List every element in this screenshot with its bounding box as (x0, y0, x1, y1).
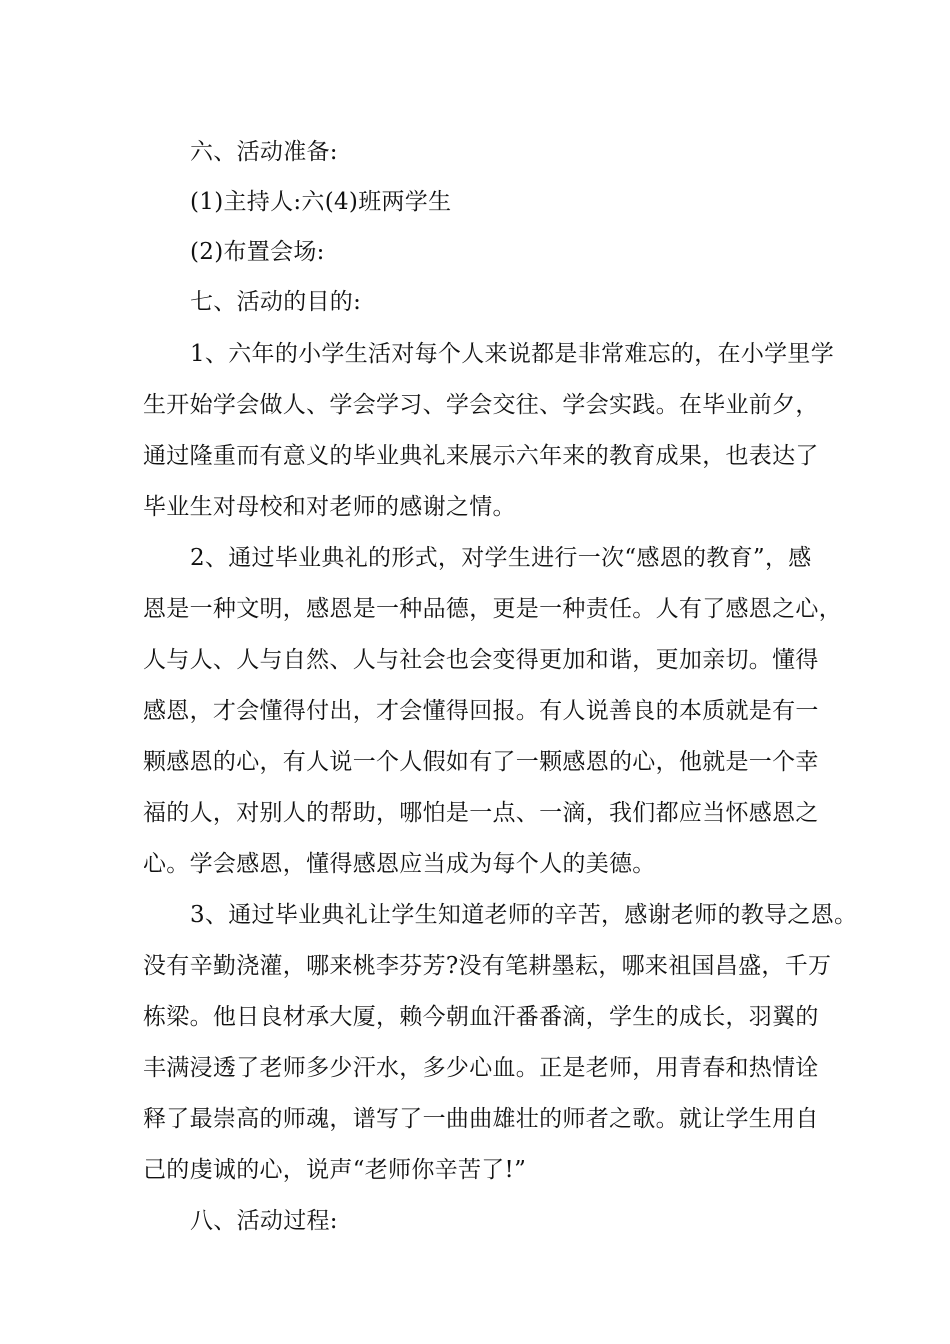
paragraph-line: 丰满浸透了老师多少汗水，多少心血。正是老师，用青春和热情诠 (143, 1055, 819, 1081)
paragraph-line: 人与人、人与自然、人与社会也会变得更加和谐，更加亲切。懂得 (143, 647, 819, 673)
paragraph-line: 己的虔诚的心，说声“老师你辛苦了!” (143, 1157, 527, 1183)
paragraph-line: 生开始学会做人、学会学习、学会交往、学会实践。在毕业前夕， (143, 392, 819, 418)
paragraph-line: 3、通过毕业典礼让学生知道老师的辛苦，感谢老师的教导之恩。 (190, 902, 858, 928)
paragraph-line: 栋梁。他日良材承大厦，赖今朝血汗番番滴，学生的成长，羽翼的 (143, 1004, 819, 1030)
text-line: (2)布置会场: (190, 239, 325, 265)
section-heading-purpose: 七、活动的目的: (190, 289, 362, 315)
paragraph-line: 通过隆重而有意义的毕业典礼来展示六年来的教育成果，也表达了 (143, 443, 819, 469)
paragraph-line: 毕业生对母校和对老师的感谢之情。 (143, 494, 516, 520)
paragraph-line: 福的人，对别人的帮助，哪怕是一点、一滴，我们都应当怀感恩之 (143, 800, 819, 826)
paragraph-line: 1、六年的小学生活对每个人来说都是非常难忘的，在小学里学 (190, 341, 835, 367)
section-heading-preparation: 六、活动准备: (190, 139, 338, 165)
paragraph-line: 心。学会感恩，懂得感恩应当成为每个人的美德。 (143, 851, 656, 877)
paragraph-line: 感恩，才会懂得付出，才会懂得回报。有人说善良的本质就是有一 (143, 698, 819, 724)
paragraph-line: 释了最崇高的师魂，谱写了一曲曲雄壮的师者之歌。就让学生用自 (143, 1106, 819, 1132)
text-line: (1)主持人:六(4)班两学生 (190, 189, 452, 215)
paragraph-line: 恩是一种文明，感恩是一种品德，更是一种责任。人有了感恩之心， (143, 596, 842, 622)
paragraph-line: 颗感恩的心，有人说一个人假如有了一颗感恩的心，他就是一个幸 (143, 749, 819, 775)
paragraph-line: 2、通过毕业典礼的形式，对学生进行一次“感恩的教育”，感 (190, 545, 812, 571)
section-heading-process: 八、活动过程: (190, 1208, 338, 1234)
paragraph-line: 没有辛勤浇灌，哪来桃李芬芳?没有笔耕墨耘，哪来祖国昌盛，千万 (143, 953, 832, 979)
